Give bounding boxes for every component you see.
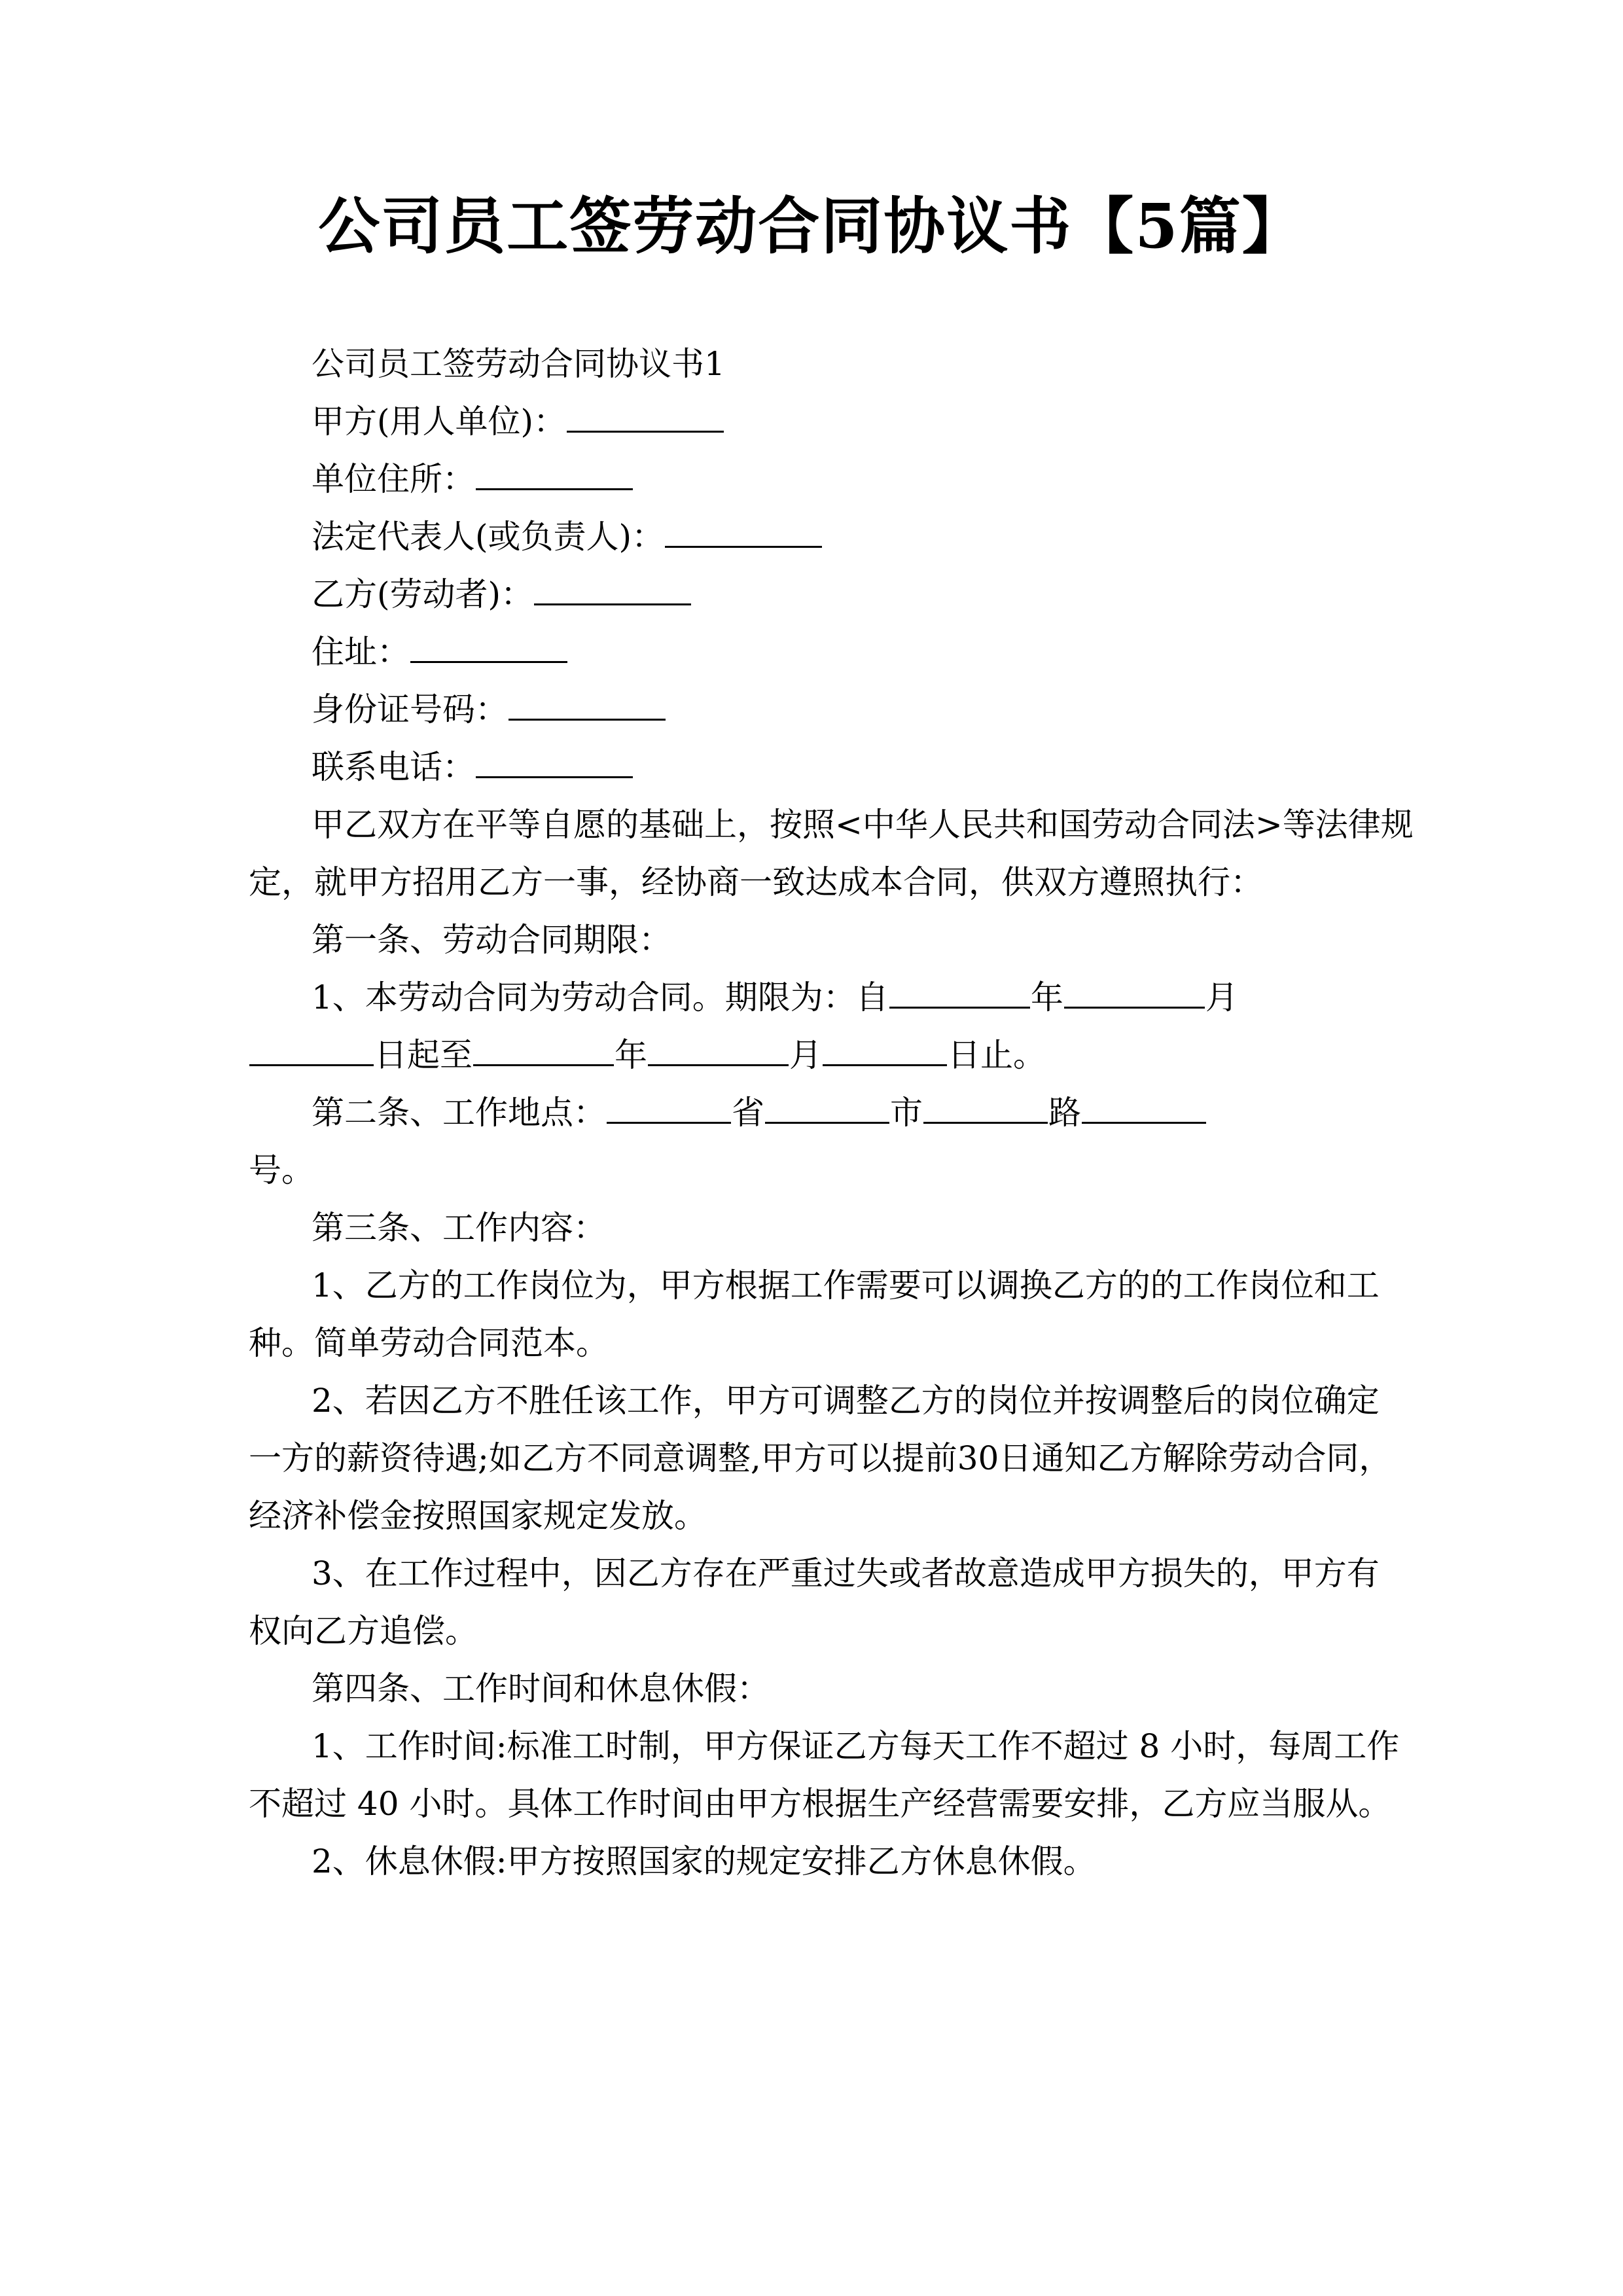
form-label-id-number: 身份证号码： bbox=[312, 691, 508, 728]
clause-1-item-1-line-1 bbox=[249, 969, 1387, 1026]
clause-3-item-2-line-3: 经济补偿金按照国家规定发放。 bbox=[249, 1497, 707, 1535]
clause-2-heading: 第二条、工作地点： bbox=[312, 1094, 606, 1132]
form-blank-residence[interactable] bbox=[410, 631, 567, 663]
clause-3-item-1-line-1: 1、乙方的工作岗位为，甲方根据工作需要可以调换乙方的的工作岗位和工 bbox=[312, 1266, 1380, 1304]
form-row-residence bbox=[249, 623, 1387, 681]
clause-3-item-2-line-2: 一方的薪资待遇;如乙方不同意调整,甲方可以提前30日通知乙方解除劳动合同， bbox=[249, 1439, 1392, 1477]
clause-4-item-2-line-1: 2、休息休假:甲方按照国家的规定安排乙方休息休假。 bbox=[312, 1842, 1096, 1880]
form-row-unit-address bbox=[249, 450, 1387, 508]
clause-3-item-1-line-2: 种。简单劳动合同范本。 bbox=[249, 1324, 609, 1362]
clause-1-text-from: 日起至 bbox=[374, 1036, 473, 1074]
clause-1-unit-month-2: 月 bbox=[789, 1036, 822, 1074]
preamble-line-1: 甲乙双方在平等自愿的基础上，按照<中华人民共和国劳动合同法>等法律规 bbox=[312, 806, 1414, 844]
clause-3-heading: 第三条、工作内容： bbox=[312, 1209, 606, 1247]
clause-1-blank-end-day[interactable] bbox=[823, 1034, 947, 1066]
clause-4-item-1-line-1: 1、工作时间:标准工时制，甲方保证乙方每天工作不超过 8 小时，每周工作 bbox=[312, 1727, 1400, 1765]
clause-1-text-until: 日止。 bbox=[948, 1036, 1046, 1074]
form-label-legal-rep: 法定代表人(或负责人)： bbox=[312, 518, 665, 556]
clause-4-item-1-line-2: 不超过 40 小时。具体工作时间由甲方根据生产经营需要安排，乙方应当服从。 bbox=[249, 1785, 1391, 1823]
clause-2-heading-line bbox=[249, 1084, 1387, 1141]
clause-1-blank-start-year[interactable] bbox=[889, 977, 1030, 1009]
clause-1-blank-end-year[interactable] bbox=[473, 1034, 614, 1066]
clause-3-item-2-line-1: 2、若因乙方不胜任该工作，甲方可调整乙方的岗位并按调整后的岗位确定 bbox=[312, 1382, 1380, 1420]
form-label-residence: 住址： bbox=[312, 633, 410, 671]
form-row-party-a bbox=[249, 393, 1387, 450]
clause-1-blank-start-day[interactable] bbox=[249, 1034, 374, 1066]
clause-2-blank-province[interactable] bbox=[607, 1092, 731, 1124]
form-blank-legal-rep[interactable] bbox=[665, 516, 822, 548]
preamble-line-2: 定，就甲方招用乙方一事，经协商一致达成本合同，供双方遵照执行： bbox=[249, 863, 1263, 901]
clause-2-blank-number[interactable] bbox=[1082, 1092, 1206, 1124]
clause-1-unit-year: 年 bbox=[1030, 978, 1063, 1016]
form-blank-id-number[interactable] bbox=[508, 689, 666, 721]
form-blank-unit-address[interactable] bbox=[476, 458, 633, 490]
form-label-unit-address: 单位住所： bbox=[312, 460, 475, 498]
clause-2-unit-city: 市 bbox=[890, 1094, 923, 1132]
form-row-phone bbox=[249, 738, 1387, 796]
clause-1-blank-start-month[interactable] bbox=[1064, 977, 1205, 1009]
clause-1-unit-year-2: 年 bbox=[615, 1036, 647, 1074]
clause-1-unit-month: 月 bbox=[1205, 978, 1238, 1016]
clause-1-heading: 第一条、劳动合同期限： bbox=[312, 921, 671, 959]
form-row-party-b bbox=[249, 565, 1387, 623]
clause-3-item-3-line-2: 权向乙方追偿。 bbox=[249, 1612, 478, 1650]
clause-2-tail: 号。 bbox=[249, 1151, 314, 1189]
form-blank-party-a[interactable] bbox=[567, 401, 724, 433]
clause-4-heading: 第四条、工作时间和休息休假： bbox=[312, 1670, 770, 1708]
form-label-phone: 联系电话： bbox=[312, 748, 475, 786]
clause-2-blank-road[interactable] bbox=[923, 1092, 1048, 1124]
form-blank-party-b[interactable] bbox=[534, 573, 691, 605]
clause-3-item-3-line-1: 3、在工作过程中，因乙方存在严重过失或者故意造成甲方损失的，甲方有 bbox=[312, 1554, 1380, 1592]
page-title: 公司员工签劳动合同协议书【5篇】 bbox=[318, 190, 1305, 262]
clause-2-blank-city[interactable] bbox=[765, 1092, 889, 1124]
form-blank-phone[interactable] bbox=[476, 746, 633, 778]
section-heading: 公司员工签劳动合同协议书1 bbox=[312, 345, 725, 383]
clause-1-blank-end-month[interactable] bbox=[648, 1034, 789, 1066]
clause-2-unit-road: 路 bbox=[1048, 1094, 1081, 1132]
form-label-party-b: 乙方(劳动者)： bbox=[312, 575, 534, 613]
form-row-id-number bbox=[249, 681, 1387, 738]
clause-1-item-1-text: 1、本劳动合同为劳动合同。期限为：自 bbox=[312, 978, 889, 1016]
document-body bbox=[249, 335, 1414, 1890]
form-row-legal-rep bbox=[249, 508, 1387, 565]
clause-1-item-1-line-2 bbox=[249, 1026, 1387, 1084]
form-label-party-a: 甲方(用人单位)： bbox=[312, 403, 567, 440]
clause-2-unit-province: 省 bbox=[732, 1094, 764, 1132]
